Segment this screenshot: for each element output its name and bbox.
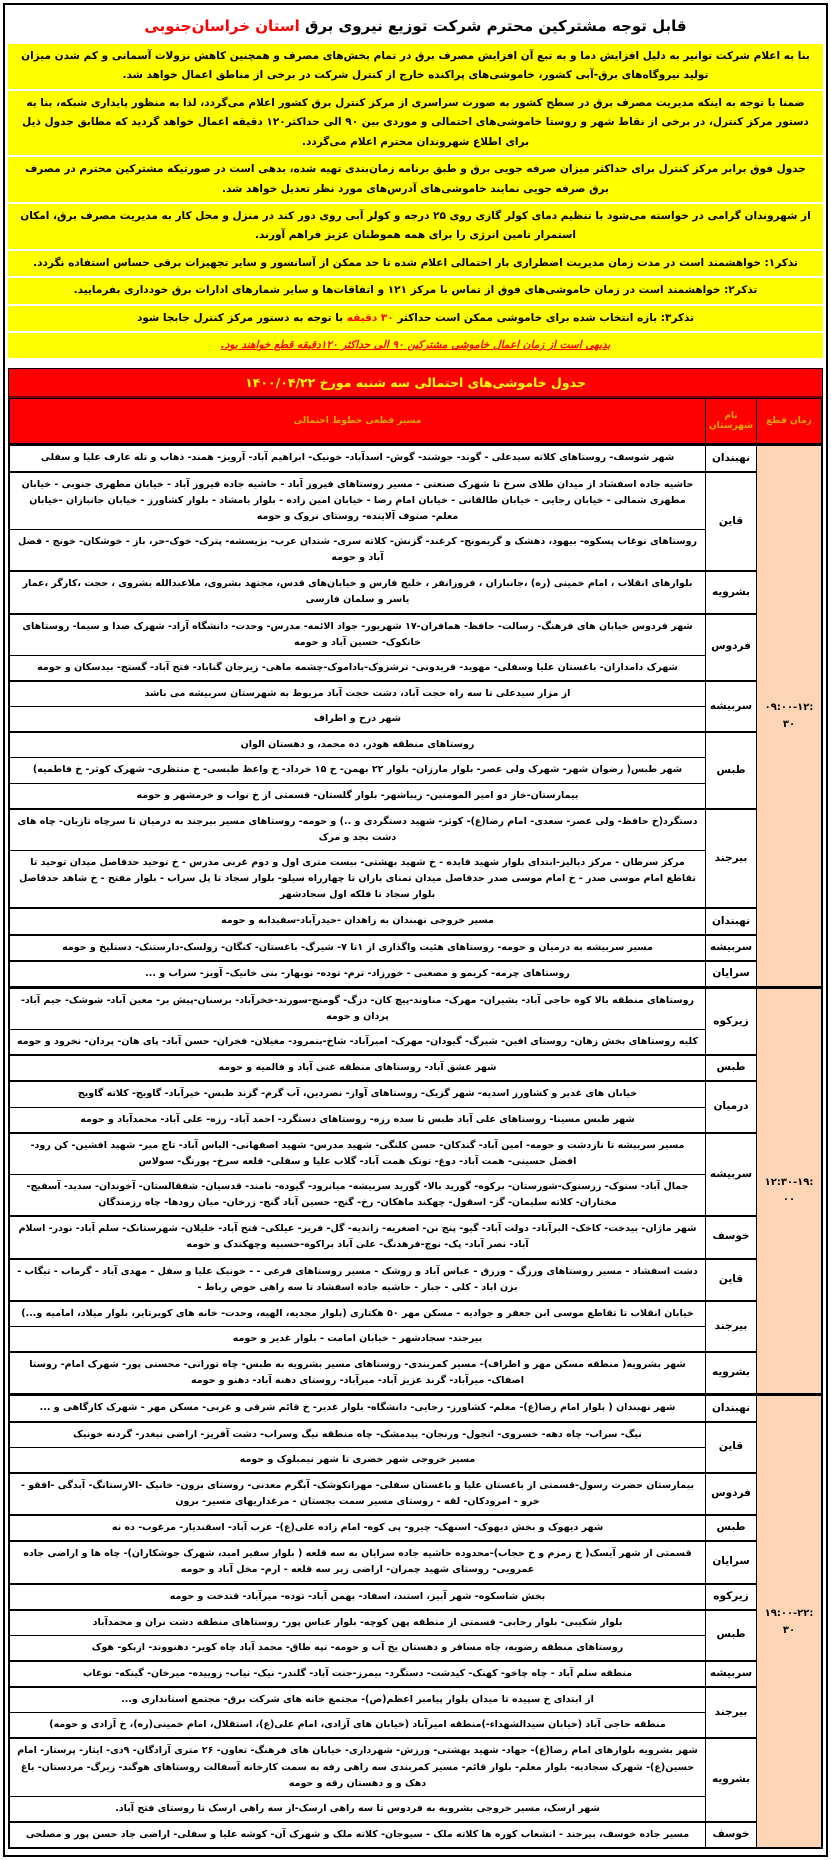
reminder-3-duration: ۳۰ دقیقه bbox=[346, 311, 394, 324]
table-row bbox=[10, 1635, 822, 1661]
reminder-3-prefix: تذکر۳: بازه انتخاب شده برای خاموشی ممکن است حداکثر bbox=[393, 311, 695, 324]
route-cell: مسیر جاده خوسف، بیرجند - انشعاب کوره ها کلاته ملک - سیوجان- کلاته ملک و شهرک آن- کوشه علیا و سفلی- اراضی جاد حسن پور و مصلحی bbox=[10, 1822, 706, 1848]
route-cell: قسمتی از شهر آیسک( خ زمزم و خ حجاب)-محدوده حاشیه جاده سرایان به سه قلعه ( بلوار سفیر امید، شهرک جوشکاران)- چاه ها و اراضی جاده عمرویی- روستای شهید چمران- اراضی زیر سه قلعه - ارم- مخل آباد و حومه bbox=[10, 1541, 706, 1583]
table-row bbox=[10, 1030, 822, 1056]
table-row bbox=[10, 655, 822, 681]
route-cell: مسیر خروجی نهبندان به زاهدان -حیدرآباد-سفیدابه و حومه bbox=[10, 908, 706, 934]
route-cell: بیمارستان-خاز دو امیر المومنین- زیباشهر- بلوار گلستان- قسمتی از خ نواب و خرمشهر و حومه bbox=[10, 783, 706, 809]
county-cell: سربیشه bbox=[706, 1133, 757, 1217]
route-cell: روستاهای نوغاب پسکوه- بیهود، دهشک و گریمونج- کرغند- گزنش- کلاته سری- شندان عرب- بزیسشه- پترک- خوک-حر، باز - خوشکان- خونج - فضل آباد و حومه bbox=[10, 530, 706, 572]
route-cell: کلیه روستاهای بخش زهان- روستای افین- شیرگ- گیودان- مهرک- امیرآباد- شاخ-بنمرود- مغیلان- فخران- حسن آباد- پای هان- پردان- نخرود و حومه bbox=[10, 1030, 706, 1056]
county-cell: فردوس bbox=[706, 614, 757, 681]
route-cell: شهر طبس مسینا- روستاهای علی آباد طبس تا سده رزه- روستاهای دستگرد- احمد آباد- رزه- علی آباد- محمدآباد و حومه bbox=[10, 1107, 706, 1133]
table-row bbox=[10, 1395, 822, 1422]
notice-paragraph: ضمنا با توجه به اینکه مدیریت مصرف برق در سطح کشور به صورت سراسری از مرکز کنترل برق کشور اعلام می‌گردد، لذا به منظور پایداری شبکه، بنا به دستور مرکز کنترل، در برخی از نقاط شهر و روستا خاموشی‌های احتمالی و موردی بین ۹۰ الی حداکثر۱۲۰ دقیقه اعمال خواهد گردید که مطابق جدول ذیل برای اطلاع شهروندان محترم اعلام می‌گردد. bbox=[8, 91, 823, 155]
route-cell: شهر دیهوک و بخش دیهوک- اسنهک- چیرو- پی کوه- امام زاده علی(ع)- عرب آباد- اسقندیار- مرغوب- ده نه bbox=[10, 1515, 706, 1541]
county-cell: بشرویه bbox=[706, 571, 757, 613]
route-cell: منطقه سلم آباد - چاه چاخو- کهنک- کیدشت- دستگرد- بیمرز-جنت آباد- گلندر- نیک- نیاب- زوییده- میرخان- گینکه- نوغاب bbox=[10, 1661, 706, 1687]
county-cell: قاین bbox=[706, 1259, 757, 1301]
route-cell: شهر درح و اطراف bbox=[10, 707, 706, 733]
county-cell: خوسف bbox=[706, 1822, 757, 1848]
table-row bbox=[10, 1081, 822, 1107]
notice-section bbox=[8, 44, 823, 358]
county-cell: خوسف bbox=[706, 1216, 757, 1258]
county-cell: طبس bbox=[706, 1515, 757, 1541]
county-cell: نهبندان bbox=[706, 908, 757, 934]
table-row bbox=[10, 1687, 822, 1713]
route-cell: مرکز سرطان - مرکز دیالیز-ابتدای بلوار شهید فایده - خ شهید بهشتی- بیست متری اول و دوم غربی مدرس - خ توحید حدفاصل میدان توحید تا تقاطع امام موسی صدر - خ امام موسی صدر حدفاصل میدان تمنای باران تا چهارراه سیلو- بلوار سجاد تا پل سراب - بلوار مفتح - خ شاهد حدفاصل بلوار سجاد تا فلکه اول سجادشهر bbox=[10, 851, 706, 909]
county-cell: سرایان bbox=[706, 1541, 757, 1583]
county-cell: زیرکوه bbox=[706, 987, 757, 1055]
county-cell: بیرجند bbox=[706, 1687, 757, 1738]
header-row bbox=[10, 399, 822, 445]
county-cell: نهبندان bbox=[706, 445, 757, 472]
outage-table bbox=[9, 398, 822, 1848]
table-row bbox=[10, 1216, 822, 1258]
time-cell: ۱۲:۳۰-۱۹:۰۰ bbox=[757, 987, 822, 1395]
route-cell: بخش شاسکوه- شهر آبیز، استند، اسفاد- بهمن آباد- توده- میرآباد- قندخت و حومه bbox=[10, 1584, 706, 1610]
table-row bbox=[10, 758, 822, 783]
col-header-time: زمان قطع bbox=[757, 399, 822, 445]
route-cell: دشت اسفشاد - مسیر روستاهای ورزگ - ورزق - عباس آباد و روشک - مسیر روستاهای فرعی - - خونیک علیا و سفل - مهدی آباد - گرماب - تیگاب - بزن اباد - کلی - جبار - حاشیه جاده اسفشاد تا سه راهی حوض رباط - bbox=[10, 1259, 706, 1301]
route-cell: بلوار شکیبی- بلوار رحابی- قسمتی از منطقه پهن کوچه- بلوار عباس پور- روستاهای منطقه دشت نران و محمدآباد bbox=[10, 1610, 706, 1636]
route-cell: مسیر سربیشه تا نازدشت و حومه- امین آباد- گندکان- حسن کلنگی- شهید مدرس- شهید اصفهانی- الیاس آباد- تاج میر- شهید افشین- کن رود- افضل حسینی- همت آباد- دوغ- تونک همت آباد- گلاب علیا و سفلی- قلعه سرخ- پورنگ- سولاس bbox=[10, 1133, 706, 1175]
table-row bbox=[10, 851, 822, 909]
table-row bbox=[10, 1107, 822, 1133]
outage-table-wrap bbox=[8, 368, 823, 1849]
table-row bbox=[10, 1352, 822, 1395]
table-caption: جدول خاموشی‌های احتمالی سه شنبه مورخ ۱۴۰۰/۰۴/۲۲ bbox=[9, 369, 822, 398]
table-row bbox=[10, 935, 822, 961]
table-row bbox=[10, 1473, 822, 1515]
table-row bbox=[10, 1515, 822, 1541]
table-row bbox=[10, 1301, 822, 1327]
route-cell: شهر بشرویه( منطقه مسکن مهر و اطراف)- مسیر کمربندی- روستاهای مسیر بشرویه به طبس- چاه تورانی- محسنی پور- شهرک امام- روستا اصفاک- میرآباد- گرند عزیز آباد- میرآباد- روستای دهنه آباد- دهنو و حومه bbox=[10, 1352, 706, 1395]
page-title bbox=[8, 9, 823, 44]
table-row bbox=[10, 809, 822, 851]
route-cell: مسیر خروجی شهر خضری تا شهر نیمبلوک و حومه bbox=[10, 1447, 706, 1473]
route-cell: شهر شوسف- روستاهای کلاته سیدعلی - گوند- جوشند- گوش- اسدآباد- خونیک- ابراهیم آباد- آرویز- همند- ذهاب و تله عارف علیا و سفلی bbox=[10, 445, 706, 472]
notice-paragraph: جدول فوق برابر مرکز کنترل برای حداکثر میزان صرفه جویی برق و طبق برنامه زمان‌بندی تهیه شده، بدهی است در صورتیکه مشترکین محترم در مصرف برق صرفه جویی نمایند خاموشی‌های آدرس‌های مورد نظر تعدیل خواهد شد. bbox=[8, 157, 823, 202]
time-cell: ۱۹:۰۰-۲۲:۳۰ bbox=[757, 1395, 822, 1848]
route-cell: منطقه حاجی آباد (خیابان سیدالشهداء-)منطقه امیرآباد (خیابان های آزادی، امام علی(ع)، استقلال، امام خمینی(ره)، خ آزادی و حومه) bbox=[10, 1713, 706, 1739]
table-row bbox=[10, 1326, 822, 1352]
route-cell: حاشیه جاده اسفشاد از میدان طلای سرخ تا شهرک صنعتی - مسیر روستاهای فیروز آباد - حاشیه جاده فیروز آباد - خیابان مطهری جنوبی - خیابان مطهری شمالی - خیابان رجایی - خیابان طالقانی - خیابان امام رضا - خیابان امین زاده - بلوار بامشاد - بلوار کشاورز - خیابان جانبازان -خیابان معلم- صنوف آلاینده- روستای نروک و حومه bbox=[10, 472, 706, 530]
notice-paragraph: بنا به اعلام شرکت توانیر به دلیل افزایش دما و به تبع آن افزایش مصرف برق در تمام بخش‌های مصرف و همچنین کاهش نزولات آسمانی و کم شدن میزان تولید نیروگاه‌های برق-آبی کشور، خاموشی‌های پراکنده خارج از کنترل شرکت در برخی از مناطق اعمال خواهد شد. bbox=[8, 44, 823, 89]
route-cell: شهر فردوس خیابان های فرهنگ- رسالت- حافظ- همافران-۱۷ شهریور- جواد الائمه- مدرس- وحدت- دانشگاه آزاد- شهرک صدا و سیما- روستاهای خانکوک- حسین آباد و حومه bbox=[10, 614, 706, 656]
route-cell: مسیر سربیشه به درمیان و حومه- روستاهای هئیت واگذاری از ۱تا ۷- شیرگ- باغستان- کنگان- زولسک-دارستنک- دستلیخ و حومه bbox=[10, 935, 706, 961]
county-cell: سربیشه bbox=[706, 935, 757, 961]
route-cell: دستگرد(خ حافظ- ولی عصر- سعدی- امام رضا(ع)- کوثر- شهید دستگردی و ..) و حومه- روستاهای مسیر بیرجند به درمیان تا سرچاه تازیان- چاه های دشت بجد و مرک bbox=[10, 809, 706, 851]
route-cell: شهر عشق آباد- روستاهای منطقه غنی آباد و فالمیه و حومه bbox=[10, 1055, 706, 1081]
route-cell: جمال آباد- سنوک- زرسنوک-شورستان- برکوه- گورید بالا- گورید سربیشه- میانرود- گیوده- نامند- قدسیان- شفقالستان- آخوندان- سدید- آسفیج- مختاران- کلاته سلیمان- گز- اسقول- چهکند ماهکان- رخ- گنج- حسین آباد گنج- زرخان- میان رودها- چاه رزمندگان bbox=[10, 1174, 706, 1216]
table-row bbox=[10, 472, 822, 530]
route-cell: روستاهای چرمه- کریمو و مصعبی - خورزاد- ترم- توده- نوبهار- بنی خانیک- آویز- سراب و ... bbox=[10, 961, 706, 988]
table-row bbox=[10, 1661, 822, 1687]
county-cell: سربیشه bbox=[706, 1661, 757, 1687]
table-row bbox=[10, 1422, 822, 1448]
col-header-route: مسیر قطعی خطوط احتمالی bbox=[10, 399, 706, 445]
table-row bbox=[10, 1055, 822, 1081]
time-cell: ۰۹:۰۰-۱۲:۳۰ bbox=[757, 445, 822, 987]
table-row bbox=[10, 1584, 822, 1610]
page-title-text: قابل توجه مشترکین محترم شرکت توزیع نیروی برق bbox=[299, 17, 687, 35]
route-cell: از مزار سیدعلی تا سه راه حجت آباد، دشت حجت آباد مربوط به شهرستان سربیشه می باشد bbox=[10, 681, 706, 707]
county-cell: سربیشه bbox=[706, 681, 757, 732]
route-cell: شهر نهبندان ( بلوار امام رضا(ع)- معلم- کشاورز- رجایی- دانشگاه- بلوار غدیر- خ قائم شرقی و غربی- مسکن مهر - شهرک کارگاهی و ... bbox=[10, 1395, 706, 1422]
route-cell: بیرجند- سجادشهر - خیابان امامت - بلوار غدیر و حومه bbox=[10, 1326, 706, 1352]
notice-reminder-2: تذکر۲: خواهشمند است در زمان خاموشی‌های فوق از تماس با مرکز ۱۲۱ و اتفاقات‌ها و سایر شمارهای ادارات برق خودداری بفرمایید. bbox=[8, 278, 823, 303]
county-cell: قاین bbox=[706, 472, 757, 572]
table-row bbox=[10, 783, 822, 809]
announcement-page bbox=[3, 3, 828, 1857]
table-row bbox=[10, 1738, 822, 1796]
col-header-county: نام شهرستان bbox=[706, 399, 757, 445]
county-cell: طبس bbox=[706, 732, 757, 808]
table-row bbox=[10, 530, 822, 572]
county-cell: درمیان bbox=[706, 1081, 757, 1132]
county-cell: قاین bbox=[706, 1422, 757, 1473]
table-row bbox=[10, 1796, 822, 1822]
reminder-3-suffix: با توجه به دستور مرکز کنترل جابجا شود bbox=[136, 311, 347, 324]
table-row bbox=[10, 961, 822, 988]
route-cell: بلوارهای انقلاب ، امام خمینی (ره) ،جانباران ، فروزانفر ، خلیج فارس و خیابان‌های قدس، مجتهد بشروی، ملاعبدالله بشروی ، حجت ،کارگر ،عمار یاسر و سلمان فارسی bbox=[10, 571, 706, 613]
notice-reminder-3 bbox=[8, 306, 823, 331]
table-row bbox=[10, 571, 822, 613]
county-cell: نهبندان bbox=[706, 1395, 757, 1422]
county-cell: سرایان bbox=[706, 961, 757, 988]
county-cell: فردوس bbox=[706, 1473, 757, 1515]
county-cell: بیرجند bbox=[706, 809, 757, 909]
route-cell: شهرک دامداران- باغستان علیا وسفلی- مهوید- فریدونی- ترشزوک-باداموک-چشمه ماهی- زیرجان گناباد- فتح آباد- گستج- بیدسکان و حومه bbox=[10, 655, 706, 681]
table-row bbox=[10, 987, 822, 1029]
table-row bbox=[10, 732, 822, 758]
table-row bbox=[10, 445, 822, 472]
county-cell: بیرجند bbox=[706, 1301, 757, 1352]
route-cell: از ابتدای خ سپیده تا میدان بلوار پیامبر اعظم(ص)- مجتمع خانه های شرکت برق- مجتمع استانداری و... bbox=[10, 1687, 706, 1713]
table-row bbox=[10, 707, 822, 733]
county-cell: طبس bbox=[706, 1610, 757, 1661]
notice-reminder-1: تذکر۱: خواهشمند است در مدت زمان مدیریت اضطراری بار احتمالی اعلام شده تا حد ممکن از آسانسور و سایر تجهیزات برقی حساس استفاده نگردد. bbox=[8, 251, 823, 276]
warning-line: بدیهی است از زمان اعمال خاموشی مشترکین ۹۰ الی حداکثر ۱۲۰دقیقه قطع خواهند بود. bbox=[8, 333, 823, 358]
table-row bbox=[10, 1713, 822, 1739]
route-cell: خیابان های غدیر و کشاورز اسدیه- شهر گزیک- روستاهای آواز- نصردین، آب گرم- گزند طبس- خیرآباد- گاویج- کلاته گاویج bbox=[10, 1081, 706, 1107]
route-cell: شهر ارسک، مسیر خروجی بشرویه به فردوس تا سه راهی ارسک-از سه راهی ارسک تا روستای فتح آباد. bbox=[10, 1796, 706, 1822]
route-cell: شهر طبس( رضوان شهر- شهرک ولی عصر- بلوار مارزان- بلوار ۲۲ بهمن- خ ۱۵ خرداد- خ واعظ طبسی- خ منتظری- شهرک کوثر- خ فاطمیه) bbox=[10, 758, 706, 783]
table-row bbox=[10, 1133, 822, 1175]
county-cell: طبس bbox=[706, 1055, 757, 1081]
table-row bbox=[10, 1541, 822, 1583]
county-cell: بشرویه bbox=[706, 1738, 757, 1822]
route-cell: نیگ- سراب- چاه دهه- خسروی- انجول- ورنجان- بیدمشک- چاه منطقه نیگ وسراب- دشت آفریز- اراضی نیغدر- گردنه خونیک bbox=[10, 1422, 706, 1448]
table-row bbox=[10, 1174, 822, 1216]
table-row bbox=[10, 681, 822, 707]
table-row bbox=[10, 1447, 822, 1473]
county-cell: بشرویه bbox=[706, 1352, 757, 1395]
route-cell: شهر بشرویه بلوارهای امام رضا(ع)- جهاد- شهید بهشتی- ورزش- شهرداری- خیابان های فرهنگ- تعاون- ۲۶ متری آزادگان- ۹دی- ایثار- پرستار- امام حسین(ع)- شهرک سجادیه- بلوار معلم- بلوار قائم- مسیر کمربندی سه راهی رفه به سمت کارخانه آسفالت روستاهای هوگند- زیرگ- مردستان- باغ دهک و و دهستان رقه و حومه bbox=[10, 1738, 706, 1796]
page-title-province: استان خراسان‌جنوبی bbox=[144, 17, 300, 35]
county-cell: زیرکوه bbox=[706, 1584, 757, 1610]
route-cell: روستاهای منطقه رضویه، چاه مسافر و دهستان یخ آب و حومه- تپه طاق- محمد آباد چاه کویر- دهنووند- ازبکو- هوک bbox=[10, 1635, 706, 1661]
route-cell: روستاهای منطقه هودر، ده محمد، و دهستان الوان bbox=[10, 732, 706, 758]
route-cell: خیابان انقلاب تا تقاطع موسی ابن جعفر و جوادیه - مسکن مهر ۵۰ هکتاری (بلوار مجدیه، الهیه، وحدت- خانه های کویرتایر، بلوار میلاد، امامیه و...) bbox=[10, 1301, 706, 1327]
table-row bbox=[10, 1822, 822, 1848]
route-cell: بیمارستان حضرت رسول-قسمتی از باغستان علیا و باغستان سفلی- مهرانکوشک- آبگرم معدنی- روستای برون- خانیک -الارستانگ- آبدگی -افقو - خرو - امرودکان- لقه - روستای مسیر سمت بجستان - مرغداریهای مسیر- برون bbox=[10, 1473, 706, 1515]
table-row bbox=[10, 614, 822, 656]
table-row bbox=[10, 1610, 822, 1636]
route-cell: روستاهای منطقه بالا کوه حاجی آباد- بشیران- مهرک- مناوند-پیچ کان- دزگ- گومنج-سورند-خخرآباد- برسنان-پیش بر- معین آباد- شوشک- جیم آباد- پردان و حومه bbox=[10, 987, 706, 1029]
notice-paragraph: از شهروندان گرامی در خواسته می‌شود با تنظیم دمای کولر گازی روی ۲۵ درجه و کولر آبی روی دور کند در منزل و محل کار به مدیریت مصرف برق، امکان استمرار تامین انرژی را برای همه هموطنان عزیز فراهم آورند. bbox=[8, 204, 823, 249]
route-cell: شهر ماژان- بیدخت- کاخک- البرآباد- دولت آباد- گیو- پنج نن- اصغریه- زاندیه- گل- فریز- عیلکی- فتح آباد- خلیلان- شهرستانک- سلم آباد- نودر- اسلام آباد- نصر آباد- پک- نوچ-فرهدنگ- علی آباد براکوه-حسبیه وچهکندک و حومه bbox=[10, 1216, 706, 1258]
table-row bbox=[10, 908, 822, 934]
